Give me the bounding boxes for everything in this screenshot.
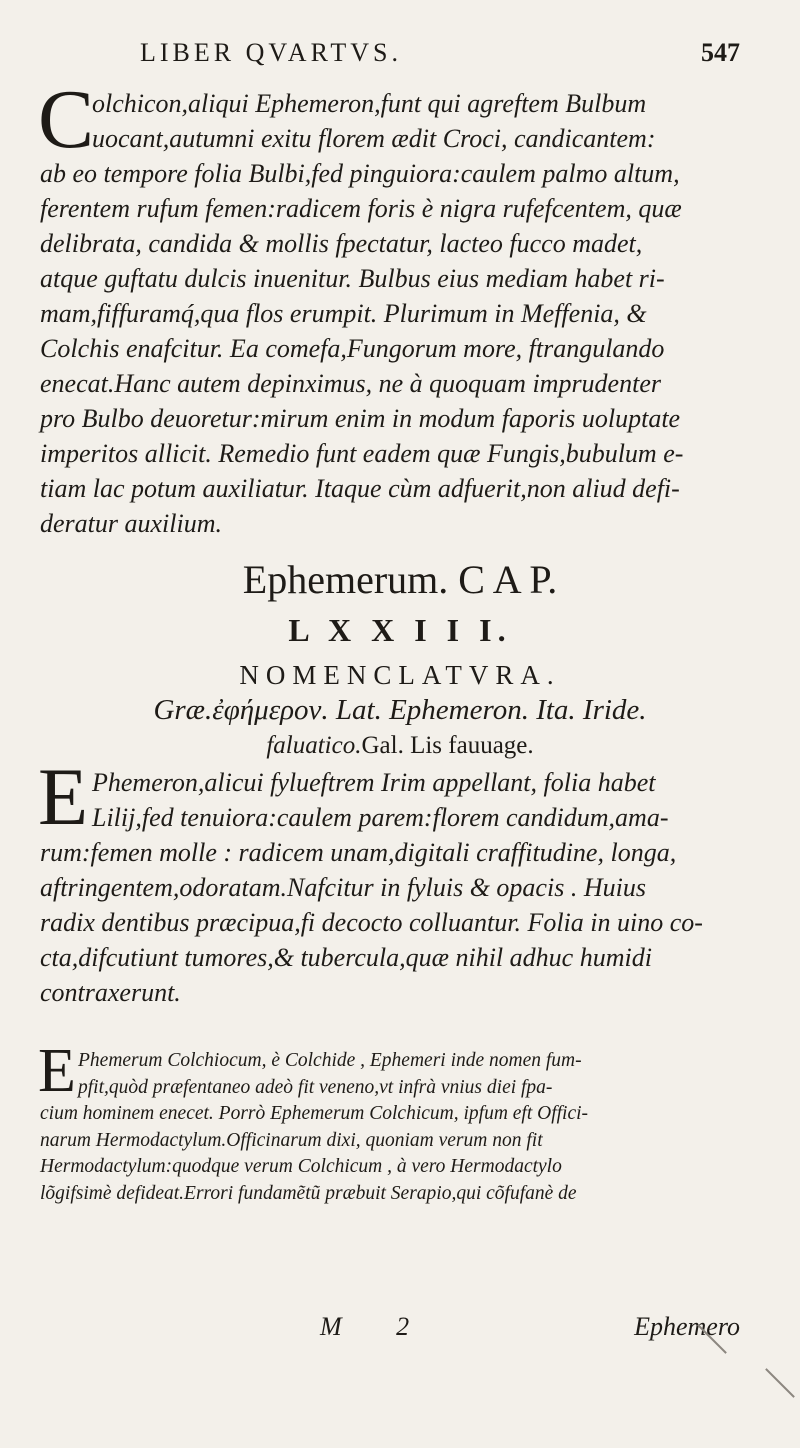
text-line: pro Bulbo deuoretur:mirum enim in modum faporis uoluptate — [40, 404, 681, 433]
page-number: 547 — [701, 38, 740, 67]
text-line: cium hominem enecet. Porrò Ephemerum Colchicum, ipfum eft Offici- — [40, 1103, 589, 1124]
text-line: ferentem rufum femen:radicem foris è nigra rufefcentem, quæ — [40, 194, 682, 223]
signature-mark: M 2 — [320, 1312, 434, 1341]
text-line: mam,fiffuramq́,qua flos erumpit. Plurimum in Meffenia, & — [40, 299, 647, 328]
drop-cap-initial: E — [38, 1037, 76, 1105]
text-line: Lilij,fed tenuiora:caulem parem:florem candidum,ama- — [92, 803, 669, 832]
text-line: olchicon,aliqui Ephemeron,funt qui agreftem Bulbum — [92, 89, 647, 118]
nomenclatura-heading: NOMENCLATVRA. — [239, 660, 561, 690]
text-line: tiam lac potum auxiliatur. Itaque cùm adfuerit,non aliud defi- — [40, 474, 680, 503]
page-footer — [40, 1312, 760, 1352]
text-line: contraxerunt. — [40, 978, 181, 1007]
text-line: pfit,quòd præfentaneo adeò fit veneno,vt infrà vnius diei fpa- — [78, 1076, 553, 1098]
text-line: narum Hermodactylum.Officinarum dixi, quoniam verum non fit — [40, 1129, 543, 1151]
page-header — [140, 38, 740, 78]
text-line: aftringentem,odoratam.Nafcitur in fyluis & opacis . Huius — [40, 873, 646, 902]
drop-cap-initial: C — [38, 73, 95, 166]
catchword: Ephemero — [634, 1312, 740, 1341]
drop-cap-initial: E — [38, 751, 89, 842]
text-line: delibrata, candida & mollis fpectatur, lacteo fucco madet, — [40, 229, 643, 258]
chapter-number: L X X I I I. — [288, 612, 512, 648]
paragraph-colchicon — [40, 86, 760, 541]
chapter-title: Ephemerum. C A P. — [242, 557, 558, 602]
text-line: ab eo tempore folia Bulbi,fed pinguiora:caulem palmo altum, — [40, 159, 680, 188]
text-line: Phemerum Colchiocum, è Colchide , Ephemeri inde nomen fum- — [78, 1050, 582, 1071]
text-line: atque guftatu dulcis inuenitur. Bulbus eius mediam habet ri- — [40, 264, 665, 293]
text-line: rum:femen molle : radicem unam,digitali craffitudine, longa, — [40, 838, 677, 867]
text-line: radix dentibus præcipua,fi decocto colluantur. Folia in uino co- — [40, 908, 703, 937]
text-line: imperitos allicit. Remedio funt eadem quæ Fungis,bubulum e- — [40, 439, 684, 468]
text-line: enecat.Hanc autem depinximus, ne à quoquam imprudenter — [40, 369, 661, 398]
running-head: LIBER QVARTVS. — [140, 38, 402, 67]
text-line: deratur auxilium. — [40, 509, 222, 538]
text-line: Hermodactylum:quodque verum Colchicum , à vero Hermodactylo — [40, 1156, 562, 1177]
paper-crease-mark — [765, 1368, 795, 1398]
synonym-italian: faluatico. — [266, 732, 362, 759]
synonyms-line-2 — [0, 732, 800, 760]
paragraph-ephemeron — [40, 765, 760, 1010]
synonyms-line: Græ.ἐφήμερον. Lat. Ephemeron. Ita. Iride. — [153, 694, 647, 726]
text-line: lõgifsimè defideat.Errori fundamẽtũ præbuit Serapio,qui cõfufanè de — [40, 1182, 577, 1204]
annotation-paragraph — [40, 1048, 760, 1207]
text-line: cta,difcutiunt tumores,& tubercula,quæ nihil adhuc humidi — [40, 943, 652, 972]
text-line: Colchis enafcitur. Ea comefa,Fungorum more, ftrangulando — [40, 334, 665, 363]
text-line: uocant,autumni exitu florem ædit Croci, candicantem: — [92, 124, 656, 153]
text-line: Phemeron,alicui fylueftrem Irim appellant, folia habet — [92, 768, 656, 797]
synonym-french: Gal. Lis fauuage. — [361, 732, 534, 759]
